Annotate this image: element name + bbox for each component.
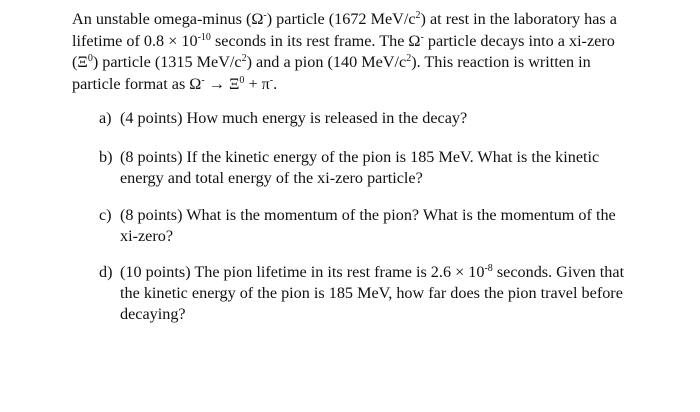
text-run: An unstable omega-minus (Ω [72, 10, 264, 28]
text-run: + π [244, 74, 270, 93]
text-run: particle decays into a xi-zero [423, 31, 615, 50]
text-run: particle format as Ω [72, 74, 202, 93]
question-line: decaying? [120, 305, 186, 323]
part-label: c) [99, 206, 112, 224]
intro-line-3 [72, 52, 692, 74]
intro-line-2 [72, 31, 692, 53]
question-part-c [99, 205, 689, 247]
superscript: - [420, 31, 424, 43]
question-line: (8 points) What is the momentum of the pion? What is the momentum of the [120, 206, 616, 224]
question-line [120, 262, 689, 283]
problem-statement [72, 9, 692, 95]
text-run: . [273, 74, 278, 93]
question-line: (4 points) How much energy is released in the decay? [120, 109, 468, 127]
text-run: ) and a pion (140 MeV/c [246, 53, 407, 71]
superscript: -10 [197, 31, 211, 43]
text-run: seconds in its rest frame. The Ω [210, 31, 421, 50]
superscript: -8 [484, 263, 493, 274]
text-run: (Ξ [72, 53, 88, 71]
part-label: a) [99, 109, 112, 127]
question-part-d [99, 262, 689, 325]
text-run: → Ξ [204, 74, 240, 93]
question-part-a [99, 108, 689, 129]
superscript: 2 [406, 53, 412, 64]
intro-line-4 [72, 74, 692, 96]
text-run: ) at rest in the laboratory has a [420, 10, 617, 28]
question-line: the kinetic energy of the pion is 185 MeV, how far does the pion travel before [120, 284, 623, 302]
part-label: b) [99, 148, 113, 166]
question-text [120, 262, 689, 325]
question-text [120, 205, 689, 247]
superscript: 0 [239, 74, 245, 86]
question-text [120, 147, 689, 189]
text-run: (10 points) The pion lifetime in its rest frame is 2.6 × 10 [120, 263, 485, 281]
question-line: energy and total energy of the xi-zero particle? [120, 169, 423, 187]
superscript: - [201, 74, 205, 86]
text-run: lifetime of 0.8 × 10 [72, 31, 198, 50]
superscript: - [269, 74, 274, 86]
question-line: xi-zero? [120, 227, 174, 245]
superscript: 2 [415, 10, 421, 21]
question-part-b [99, 147, 689, 189]
part-label: d) [99, 263, 113, 281]
superscript: 0 [87, 53, 93, 64]
superscript: 2 [241, 53, 247, 64]
text-run: seconds. Given that [492, 263, 625, 281]
text-run: ) particle (1672 MeV/c [266, 10, 416, 28]
question-line: (8 points) If the kinetic energy of the pion is 185 MeV. What is the kinetic [120, 148, 600, 166]
intro-line-1 [72, 9, 692, 31]
question-text [120, 108, 689, 129]
text-run: ) particle (1315 MeV/c [92, 53, 242, 71]
text-run: ). This reaction is written in [411, 53, 591, 71]
superscript: - [263, 10, 267, 21]
